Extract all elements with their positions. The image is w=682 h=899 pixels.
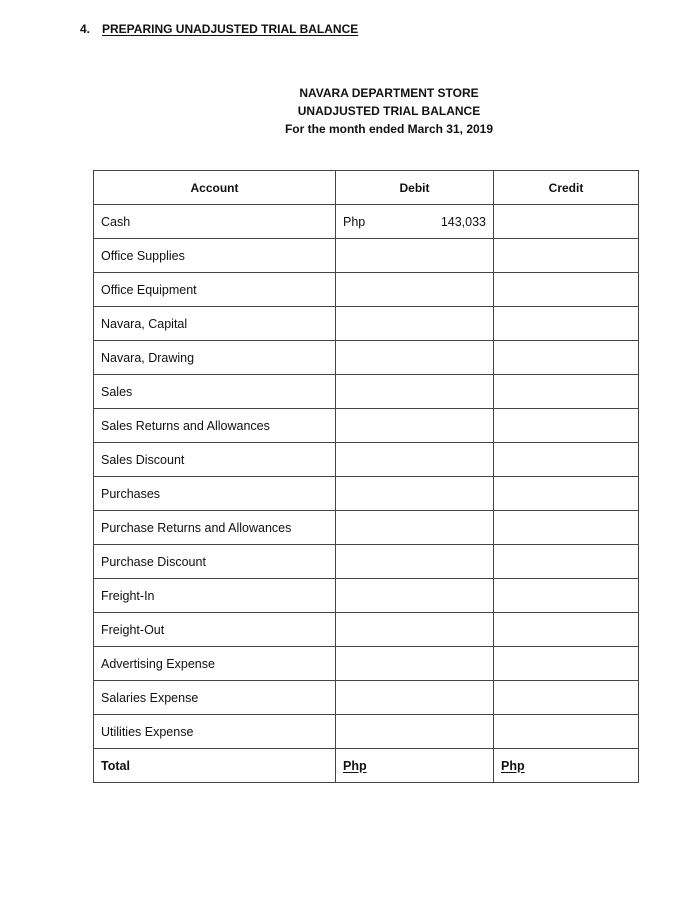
- total-label: Total: [94, 749, 336, 783]
- debit-cell[interactable]: [336, 409, 494, 443]
- credit-cell[interactable]: [494, 239, 639, 273]
- credit-cell[interactable]: [494, 511, 639, 545]
- credit-cell[interactable]: [494, 205, 639, 239]
- account-name: Navara, Capital: [94, 307, 336, 341]
- debit-cell[interactable]: [336, 681, 494, 715]
- debit-cell[interactable]: [336, 511, 494, 545]
- table-body: [94, 205, 639, 783]
- account-name: Sales: [94, 375, 336, 409]
- credit-cell[interactable]: [494, 681, 639, 715]
- credit-cell[interactable]: [494, 613, 639, 647]
- table-row: [94, 511, 639, 545]
- account-name: Purchase Discount: [94, 545, 336, 579]
- trial-balance-table: [93, 170, 639, 783]
- credit-cell[interactable]: [494, 443, 639, 477]
- report-title: UNADJUSTED TRIAL BALANCE: [297, 104, 481, 118]
- account-name: Freight-In: [94, 579, 336, 613]
- debit-amount: 143,033: [440, 214, 486, 229]
- header-account: Account: [94, 171, 336, 205]
- account-name: Sales Returns and Allowances: [94, 409, 336, 443]
- debit-cell[interactable]: [336, 545, 494, 579]
- credit-cell[interactable]: [494, 307, 639, 341]
- credit-cell[interactable]: [494, 375, 639, 409]
- account-name: Salaries Expense: [94, 681, 336, 715]
- credit-cell[interactable]: [494, 647, 639, 681]
- account-name: Purchases: [94, 477, 336, 511]
- table-row: [94, 545, 639, 579]
- debit-cell[interactable]: [336, 443, 494, 477]
- total-credit-cell[interactable]: [494, 749, 639, 783]
- total-debit-cell[interactable]: [336, 749, 494, 783]
- debit-cell[interactable]: [336, 477, 494, 511]
- report-period: For the month ended March 31, 2019: [284, 122, 494, 136]
- credit-cell[interactable]: [494, 545, 639, 579]
- debit-cell[interactable]: [336, 307, 494, 341]
- debit-cell[interactable]: [336, 375, 494, 409]
- table-header-row: [94, 171, 639, 205]
- debit-cell[interactable]: [336, 341, 494, 375]
- account-name: Freight-Out: [94, 613, 336, 647]
- section-heading: [80, 22, 358, 36]
- account-name: Office Equipment: [94, 273, 336, 307]
- table-row: [94, 579, 639, 613]
- header-debit: Debit: [336, 171, 494, 205]
- table-row: [94, 681, 639, 715]
- account-name: Navara, Drawing: [94, 341, 336, 375]
- account-name: Advertising Expense: [94, 647, 336, 681]
- credit-cell[interactable]: [494, 579, 639, 613]
- report-header: [0, 84, 682, 138]
- table-row: [94, 341, 639, 375]
- credit-cell[interactable]: [494, 715, 639, 749]
- debit-cell[interactable]: [336, 715, 494, 749]
- credit-cell[interactable]: [494, 273, 639, 307]
- debit-cell[interactable]: [336, 613, 494, 647]
- company-name: NAVARA DEPARTMENT STORE: [299, 86, 479, 100]
- section-number: 4.: [80, 22, 91, 36]
- section-title: PREPARING UNADJUSTED TRIAL BALANCE: [102, 22, 359, 36]
- debit-amount-wrapper: [343, 215, 486, 229]
- table-row: [94, 409, 639, 443]
- debit-cell[interactable]: [336, 205, 494, 239]
- debit-cell[interactable]: [336, 579, 494, 613]
- debit-currency: Php: [343, 214, 366, 229]
- debit-cell[interactable]: [336, 273, 494, 307]
- table-row: [94, 443, 639, 477]
- account-name: Cash: [94, 205, 336, 239]
- table-row: [94, 375, 639, 409]
- table-row: [94, 273, 639, 307]
- credit-cell[interactable]: [494, 341, 639, 375]
- total-credit-currency: Php: [501, 758, 525, 773]
- credit-cell[interactable]: [494, 477, 639, 511]
- debit-cell[interactable]: [336, 239, 494, 273]
- total-debit-currency: Php: [343, 758, 367, 773]
- table-row: [94, 239, 639, 273]
- debit-cell[interactable]: [336, 647, 494, 681]
- account-name: Sales Discount: [94, 443, 336, 477]
- account-name: Purchase Returns and Allowances: [94, 511, 336, 545]
- credit-cell[interactable]: [494, 409, 639, 443]
- table-row: [94, 205, 639, 239]
- table-row: [94, 307, 639, 341]
- account-name: Office Supplies: [94, 239, 336, 273]
- table-row: [94, 715, 639, 749]
- total-row: [94, 749, 639, 783]
- header-credit: Credit: [494, 171, 639, 205]
- table-row: [94, 477, 639, 511]
- table-row: [94, 647, 639, 681]
- table-row: [94, 613, 639, 647]
- account-name: Utilities Expense: [94, 715, 336, 749]
